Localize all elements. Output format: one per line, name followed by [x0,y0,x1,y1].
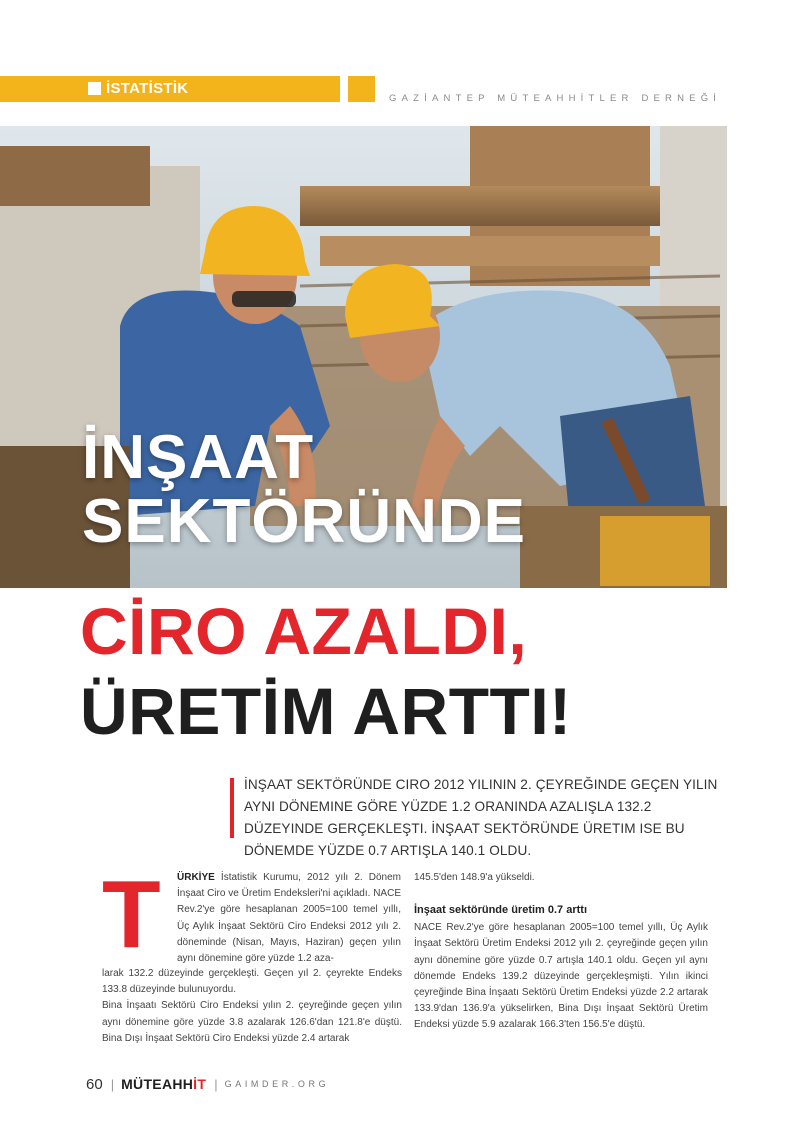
lead-paragraph: İNŞAAT SEKTÖRÜNDE CIRO 2012 YILININ 2. ÇEYREĞINDE GEÇEN YILIN AYNI DÖNEMINE GÖRE YÜZDE 1.2 ORANINDA AZALIŞLA 132.2 DÜZEYINDE GERÇEKLEŞTI. İNŞAAT SEKTÖRÜNDE ÜRETIM ISE BU DÖNEMDE YÜZDE 0.7 ARTIŞLA 140.1 OLDU. [244,777,718,858]
hero-title-line-2: SEKTÖRÜNDE [82,487,527,556]
section-header-bar [0,76,340,102]
logo-main: MÜTEAHH [121,1076,194,1092]
article-paragraph: 145.5'den 148.9'a yükseldi. [414,872,535,883]
organization-name: GAZİANTEP MÜTEAHHİTLER DERNEĞİ [389,93,722,104]
page-number: 60 [86,1075,103,1093]
article-paragraph: Bina İnşaatı Sektörü Ciro Endeksi yılın 2. çeyreğinde geçen yılın aynı dönemine göre yüzde 3.8 azalarak 126.6'dan 121.8'e düştü. Bina Dışı İnşaat Sektörü Ciro Endeksi yüzde 2.4 artarak [102,1000,402,1044]
footer-separator: | [110,1076,115,1092]
section-square-icon [88,82,101,95]
magazine-logo [121,1076,206,1092]
header-accent-block [348,76,375,102]
article-paragraph: NACE Rev.2'ye göre hesaplanan 2005=100 temel yıllı, Üç Aylık İnşaat Sektörü Üretim Endeksi 2012 yılı 2. çeyreğinde geçen yılın aynı dönemine göre yüzde 0.7 artışla 140.1 oldu. Geçen yıl aynı dönemde Endeks 139.2 düzeyinde gerçekleşmişti. Yılın ikinci çeyreğinde Bina İnşaatı Sektörü Üretim Endeksi yüzde 2.2 artarak 133.9'dan 136.9'a yükselirken, Bina Dışı İnşaat Sektörü Üretim Endeksi yüzde 5.9 azalarak 166.3'ten 156.5'e düştü. [414,922,708,1031]
lead-accent-bar [230,778,234,838]
article-col2 [414,870,708,1034]
headline-dark: ÜRETİM ARTTI! [80,674,572,748]
article-lead-word: ÜRKİYE [177,872,215,883]
hero-title [82,423,527,556]
section-label: İSTATİSTİK [106,80,189,97]
hero-title-line-1: İNŞAAT [82,423,315,492]
drop-cap: T [102,861,161,968]
article-col1-rest [102,966,402,1047]
article-col1-top-text: İstatistik Kurumu, 2012 yılı 2. Dönem İnşaat Ciro ve Üretim Endeksleri'ni açıkladı. NACE Rev.2'ye göre hesaplanan 2005=100 temel yıllı, Üç Aylık İnşaat Sektörü Ciro Endeksi 2012 yılı 2. döneminde (Nisan, Mayıs, Haziran) geçen yılın aynı dönemine göre yüzde 1.2 aza- [177,872,402,965]
hero-photo [0,126,727,588]
article-subheading: İnşaat sektöründe üretim 0.7 arttı [414,904,587,917]
logo-accent: İT [193,1076,207,1092]
article-col1-top [177,870,401,967]
article-paragraph: larak 132.2 düzeyinde gerçekleşti. Geçen yıl 2. çeyrekte Endeks 133.8 düzeyinde bulunuyordu. [102,968,402,996]
website-link[interactable]: GAIMDER.ORG [224,1079,330,1089]
footer-separator: | [214,1076,218,1092]
headline-red: CİRO AZALDI, [80,594,528,668]
page-footer [86,1074,329,1094]
